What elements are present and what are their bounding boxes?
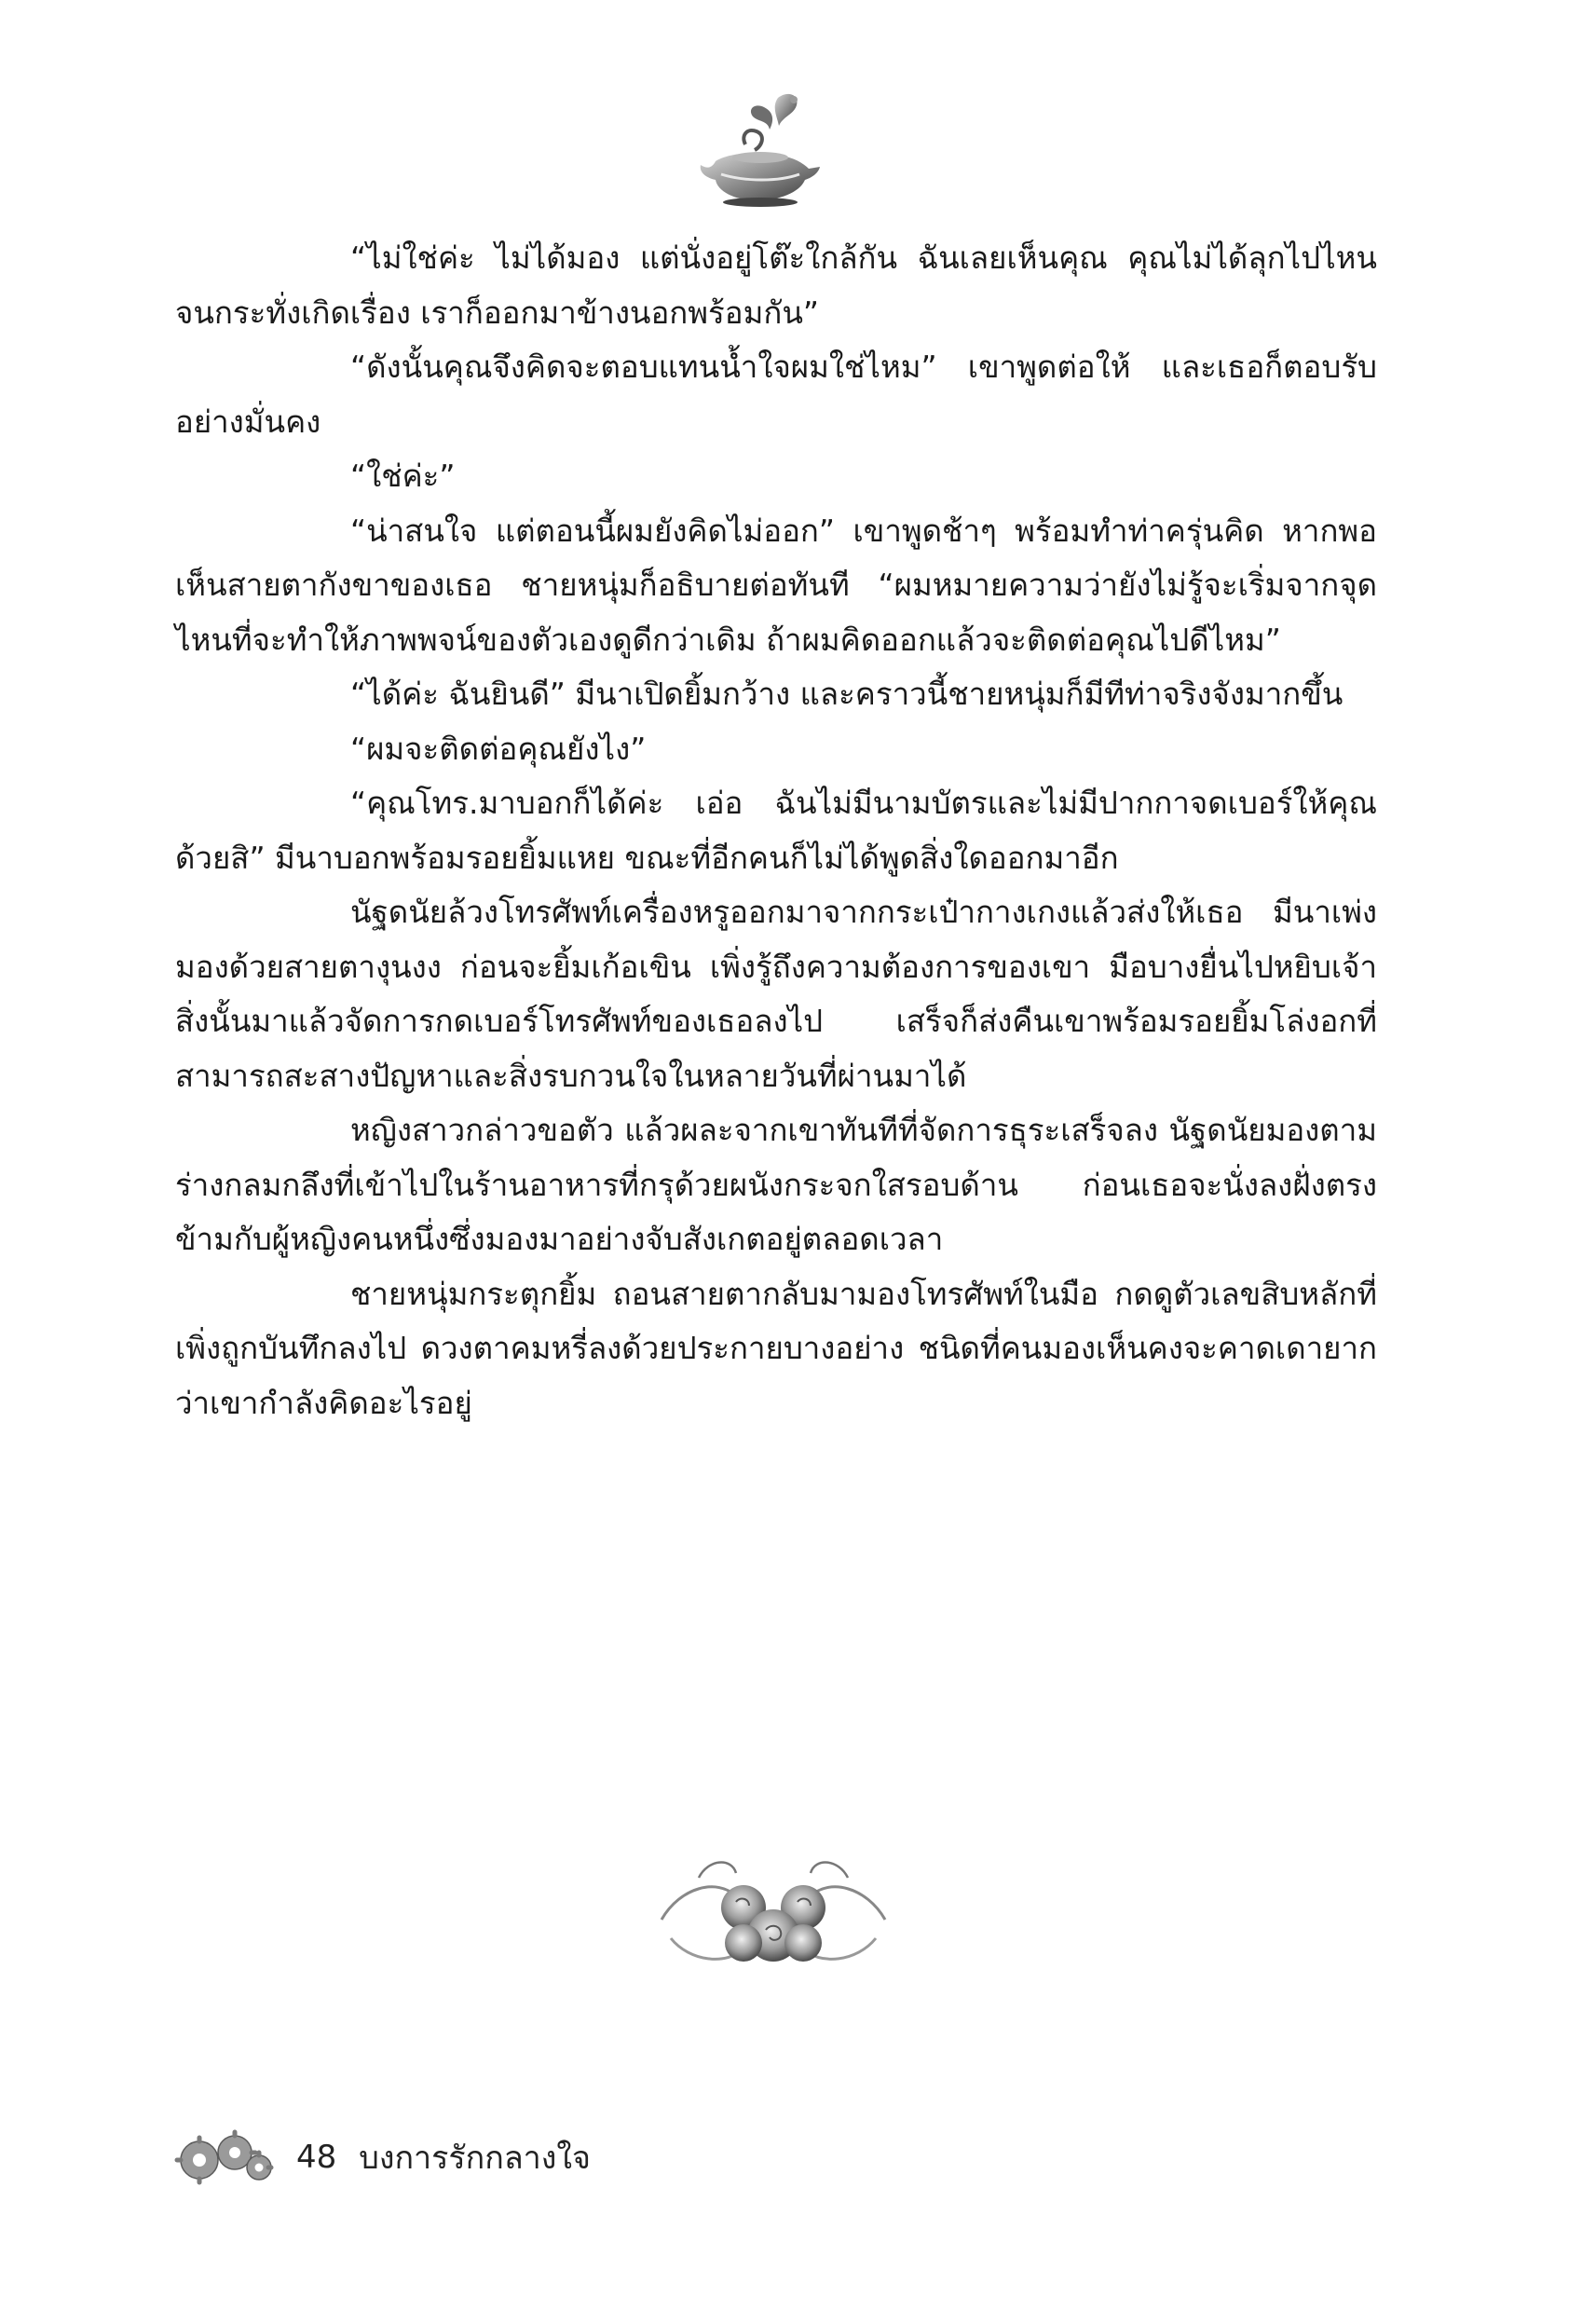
paragraph: ชายหนุ่มกระตุกยิ้ม ถอนสายตากลับมามองโทรศัพท์ในมือ กดดูตัวเลขสิบหลักที่เพิ่งถูกบันทึกลงไป ดวงตาคมหรี่ลงด้วยประกายบางอย่าง ชนิดที่คนมองเห็นคงจะคาดเดายากว่าเขากำลังคิดอะไรอยู่ (175, 1275, 1377, 1421)
paragraph: หญิงสาวกล่าวขอตัว แล้วผละจากเขาทันทีที่จัดการธุระเสร็จลง นัฐดนัยมองตามร่างกลมกลึงที่เข้าไปในร้านอาหารที่กรุด้วยผนังกระจกใสรอบด้าน ก่อนเธอจะนั่งลงฝั่งตรงข้ามกับผู้หญิงคนหนึ่งซึ่งมองมาอย่างจับสังเกตอยู่ตลอดเวลา (175, 1112, 1377, 1257)
paragraph: “คุณโทร.มาบอกก็ได้ค่ะ เอ่อ ฉันไม่มีนามบัตรและไม่มีปากกาจดเบอร์ให้คุณด้วยสิ” มีนาบอกพร้อมรอยยิ้มแหย ขณะที่อีกคนก็ไม่ได้พูดสิ่งใดออกมาอีก (175, 785, 1377, 876)
paragraph: “ได้ค่ะ ฉันยินดี” มีนาเปิดยิ้มกว้าง และคราวนี้ชายหนุ่มก็มีทีท่าจริงจังมากขึ้น (350, 676, 1344, 712)
paragraph: “ไม่ใช่ค่ะ ไม่ได้มอง แต่นั่งอยู่โต๊ะใกล้กัน ฉันเลยเห็นคุณ คุณไม่ได้ลุกไปไหน จนกระทั่งเกิดเรื่อง เราก็ออกมาข้างนอกพร้อมกัน” (175, 239, 1377, 331)
paragraph: “น่าสนใจ แต่ตอนนี้ผมยังคิดไม่ออก” เขาพูดช้าๆ พร้อมทำท่าครุ่นคิด หากพอเห็นสายตากังขาของเธอ ชายหนุ่มก็อธิบายต่อทันที “ผมหมายความว่ายังไม่รู้จะเริ่มจากจุดไหนที่จะทำให้ภาพพจน์ของตัวเองดูดีกว่าเดิม ถ้าผมคิดออกแล้วจะติดต่อคุณไปดีไหม” (175, 512, 1377, 658)
paragraph: “ดังนั้นคุณจึงคิดจะตอบแทนน้ำใจผมใช่ไหม” เขาพูดต่อให้ และเธอก็ตอบรับอย่างมั่นคง (175, 349, 1377, 440)
paragraph: “ผมจะติดต่อคุณยังไง” (350, 730, 647, 767)
paragraph: นัฐดนัยล้วงโทรศัพท์เครื่องหรูออกมาจากกระเป๋ากางเกงแล้วส่งให้เธอ มีนาเพ่งมองด้วยสายตางุนงง ก่อนจะยิ้มเก้อเขิน เพิ่งรู้ถึงความต้องการของเขา มือบางยื่นไปหยิบเจ้าสิ่งนั้นมาแล้วจัดการกดเบอร์โทรศัพท์ของเธอลงไป เสร็จก็ส่งคืนเขาพร้อมรอยยิ้มโล่งอกที่สามารถสะสางปัญหาและสิ่งรบกวนใจในหลายวันที่ผ่านมาได้ (175, 894, 1377, 1094)
teapot-fairy-ornament-icon (689, 89, 829, 210)
paragraph: “ใช่ค่ะ” (350, 458, 456, 494)
book-title: บงการรักกลางใจ (359, 2140, 591, 2177)
gear-icon (173, 2125, 276, 2190)
page-footer (173, 2125, 591, 2190)
story-text (175, 231, 1377, 1430)
page-number: 48 (296, 2139, 337, 2176)
rose-flourish-ornament-icon (643, 1850, 904, 1990)
